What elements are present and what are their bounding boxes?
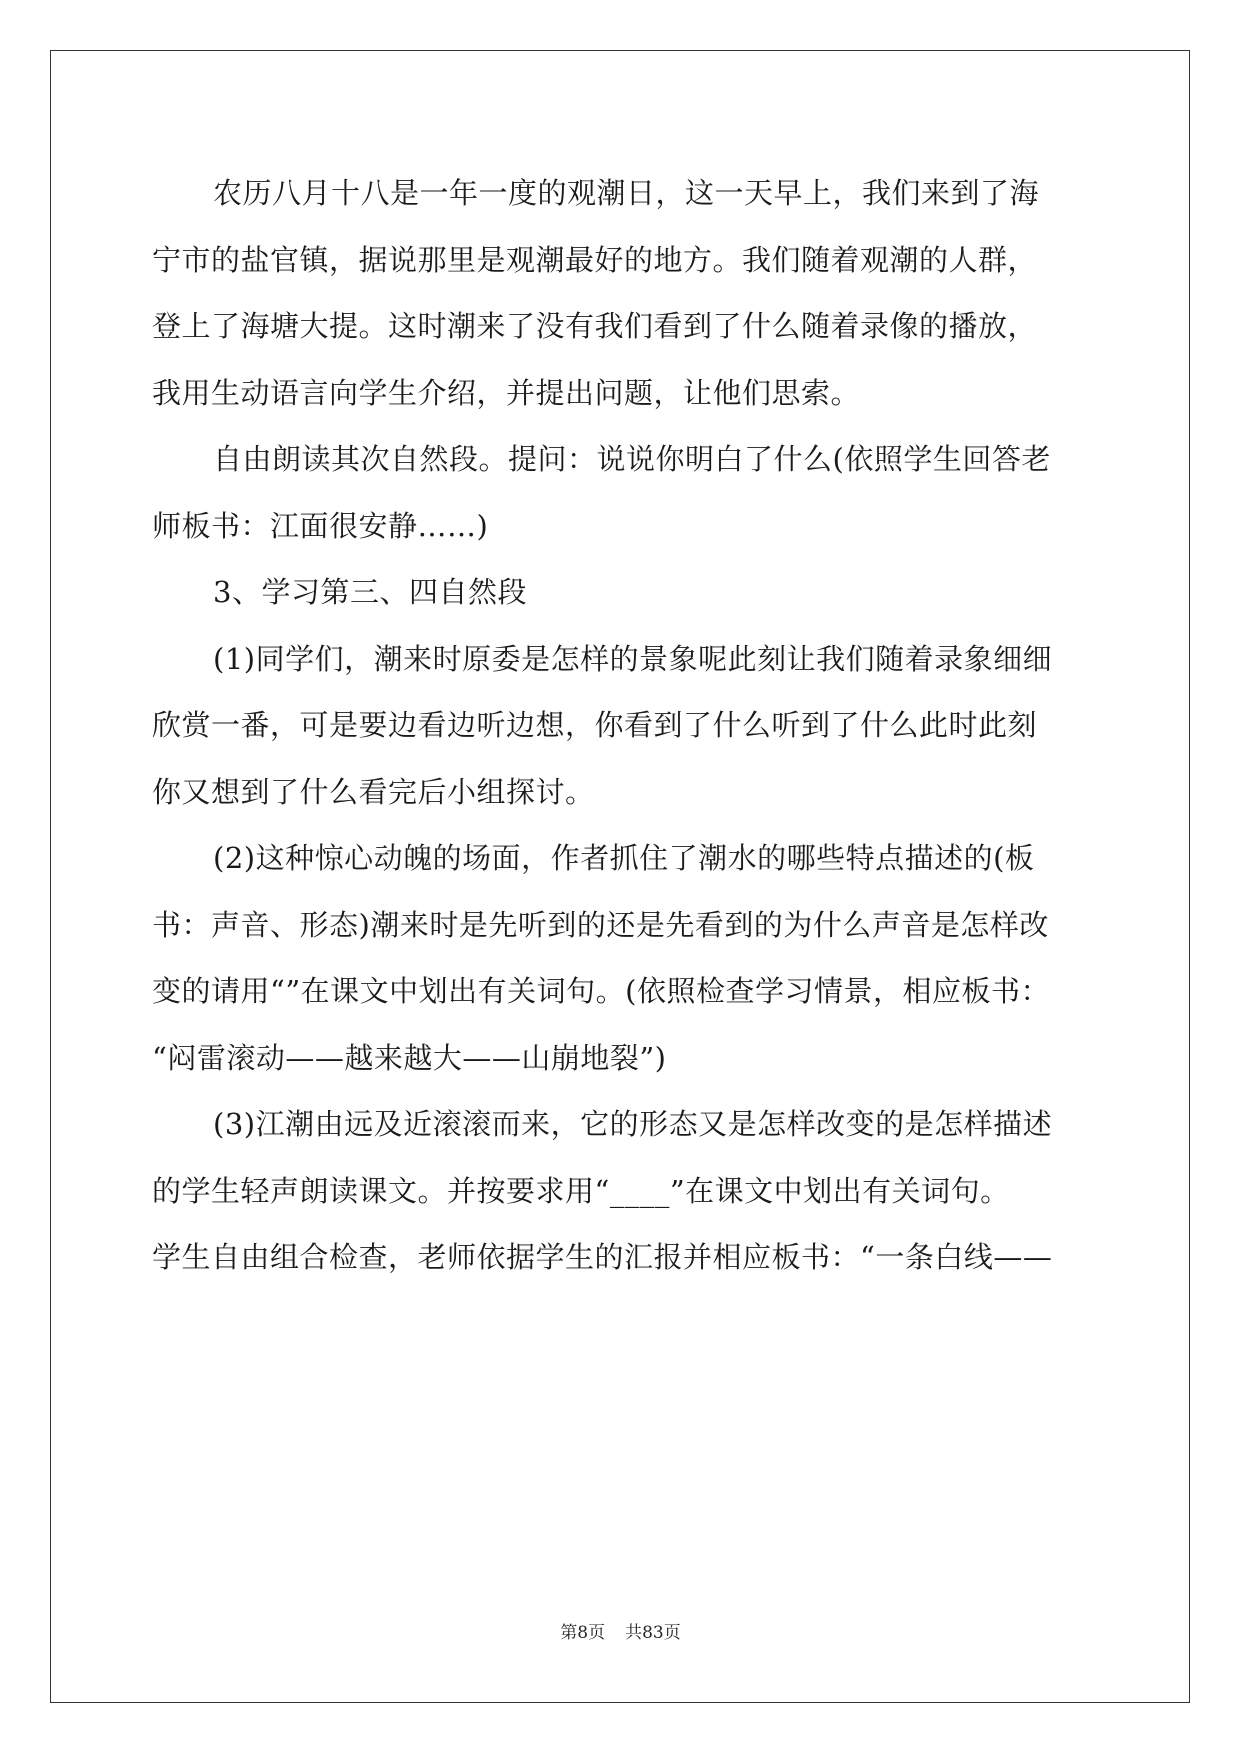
- paragraph-line: 我用生动语言向学生介绍，并提出问题，让他们思索。: [152, 375, 861, 410]
- page-footer: [0, 1618, 1241, 1643]
- paragraph-line: 的学生轻声朗读课文。并按要求用“____”在课文中划出有关词句。: [152, 1173, 1010, 1208]
- paragraph-line: 书：声音、形态)潮来时是先听到的还是先看到的为什么声音是怎样改: [152, 907, 1049, 942]
- paragraph-line: 师板书：江面很安静……): [152, 508, 489, 543]
- paragraph-line: 农历八月十八是一年一度的观潮日，这一天早上，我们来到了海: [213, 176, 1040, 210]
- paragraph-line: 宁市的盐官镇，据说那里是观潮最好的地方。我们随着观潮的人群，: [152, 242, 1038, 277]
- paragraph-line: (1)同学们，潮来时原委是怎样的景象呢此刻让我们随着录象细细: [213, 641, 1053, 676]
- paragraph-line: (2)这种惊心动魄的场面，作者抓住了潮水的哪些特点描述的(板: [213, 841, 1035, 875]
- page-number-current: 第8页: [560, 1623, 606, 1643]
- paragraph-line: 自由朗读其次自然段。提问：说说你明白了什么(依照学生回答老: [213, 442, 1051, 476]
- paragraph-line: 学生自由组合检查，老师依据学生的汇报并相应板书：“一条白线——: [152, 1240, 1053, 1274]
- page-number-total: 共83页: [625, 1623, 681, 1643]
- paragraph-line: 变的请用“”在课文中划出有关词句。(依照检查学习情景，相应板书：: [152, 974, 1050, 1008]
- paragraph-line: 你又想到了什么看完后小组探讨。: [152, 774, 595, 809]
- paragraph-line: “闷雷滚动——越来越大——山崩地裂”): [152, 1040, 667, 1075]
- paragraph-line: 欣赏一番，可是要边看边听边想，你看到了什么听到了什么此时此刻: [152, 708, 1038, 742]
- paragraph-line: (3)江潮由远及近滚滚而来，它的形态又是怎样改变的是怎样描述: [213, 1107, 1053, 1141]
- document-body: [152, 160, 1092, 1291]
- paragraph-line: 登上了海塘大提。这时潮来了没有我们看到了什么随着录像的播放，: [152, 309, 1038, 343]
- section-heading: 3、学习第三、四自然段: [213, 575, 527, 609]
